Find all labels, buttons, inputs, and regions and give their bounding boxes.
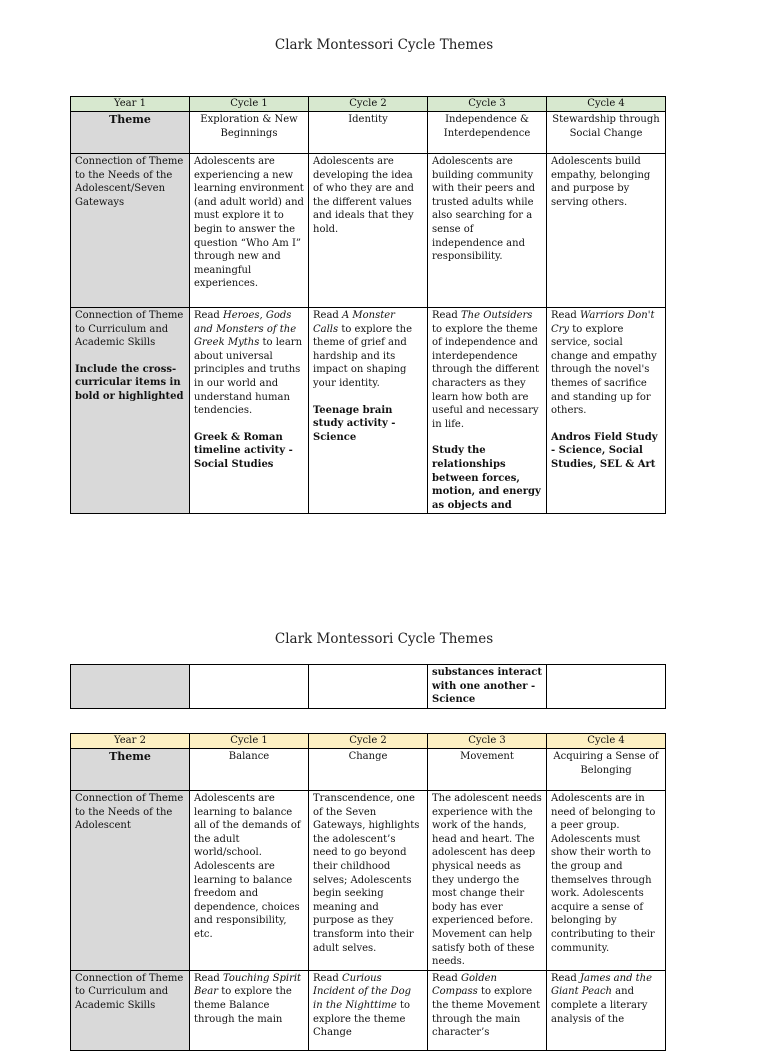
read-text-rest: to explore service, social change and empathy through the novel's themes of sacrifice and standing up for others. — [551, 323, 657, 417]
read-text: Read — [313, 972, 342, 984]
read-text: Read — [432, 310, 461, 321]
year1-themes-table — [70, 96, 666, 514]
page-title-2: Clark Montessori Cycle Themes — [274, 631, 494, 647]
year-header: Year 1 — [71, 97, 190, 112]
cross-curricular-item: Study the relationships between forces, motion, and energy as objects and — [432, 445, 541, 511]
curriculum-row-2 — [71, 970, 666, 1050]
continuation-table — [70, 664, 666, 709]
read-text-rest: to explore the theme Movement through the main character’s — [432, 986, 541, 1039]
cycle-4-header: Cycle 4 — [547, 734, 666, 749]
cycle-2-header: Cycle 2 — [309, 734, 428, 749]
cycle-2-header: Cycle 2 — [309, 97, 428, 112]
continuation-cycle-1 — [190, 665, 309, 709]
cross-curricular-item: Teenage brain study activity - Science — [313, 404, 396, 443]
read-text: Read — [551, 972, 580, 984]
needs-cycle-3: The adolescent needs experience with the work of the hands, head and heart. The adolescent has deep physical needs as they undergo the most change their body has ever experienced before. Movement can help satisfy both of these needs. — [428, 791, 547, 971]
needs-cycle-1: Adolescents are learning to balance all of the demands of the adult world/school. Adolescents are learning to balance freedom and dependence, choices and responsibility, etc. — [190, 791, 309, 971]
cross-curricular-item: Greek & Roman timeline activity - Social Studies — [194, 431, 293, 470]
needs-cycle-2: Transcendence, one of the Seven Gateways, highlights the adolescent’s need to go beyond their childhood selves; Adolescents begin seeking meaning and purpose as they transform into their adult selves. — [309, 791, 428, 971]
read-text-rest: and complete a literary analysis of the — [551, 986, 648, 1025]
needs-row — [71, 154, 666, 308]
book-title: Touching Spirit Bear — [194, 972, 302, 998]
continuation-label-cell — [71, 665, 190, 709]
curriculum-cycle-3 — [428, 970, 547, 1050]
cross-curricular-item: Andros Field Study - Science, Social Studies, SEL & Art — [551, 431, 658, 470]
read-text-rest: to explore the theme Change — [313, 999, 411, 1039]
needs-label: Connection of Theme to the Needs of the Adolescent — [71, 791, 190, 971]
needs-cycle-2: Adolescents are developing the idea of who they are and the different values and ideals that they hold. — [309, 154, 428, 308]
page-title: Clark Montessori Cycle Themes — [274, 37, 494, 53]
book-title: James and the Giant Peach — [551, 972, 653, 998]
read-text: Read — [194, 310, 223, 321]
continuation-cycle-3: substances interact with one another - Science — [428, 665, 547, 709]
needs-cycle-4: Adolescents build empathy, belonging and purpose by serving others. — [547, 154, 666, 308]
theme-row — [71, 112, 666, 154]
theme-cycle-4: Acquiring a Sense of Belonging — [547, 749, 666, 791]
needs-cycle-4: Adolescents are in need of belonging to a peer group. Adolescents must show their worth to the group and themselves through work. Adolescents acquire a sense of belonging by contributing to their community. — [547, 791, 666, 971]
curriculum-cycle-3 — [428, 308, 547, 514]
curriculum-cycle-2 — [309, 308, 428, 514]
theme-cycle-4: Stewardship through Social Change — [547, 112, 666, 154]
curriculum-label: Connection of Theme to Curriculum and Academic Skills — [75, 310, 184, 349]
curriculum-cycle-1 — [190, 970, 309, 1050]
theme-cycle-3: Independence & Interdependence — [428, 112, 547, 154]
read-text-rest: to explore the theme of independence and interdependence through the different characters as they learn how both are useful and necessary in life. — [432, 323, 540, 430]
theme-cycle-1: Balance — [190, 749, 309, 791]
theme-cycle-2: Change — [309, 749, 428, 791]
book-title: The Outsiders — [461, 310, 533, 321]
curriculum-cycle-1 — [190, 308, 309, 514]
book-title: A Monster Calls — [313, 310, 395, 335]
theme-label: Theme — [71, 112, 190, 154]
continuation-cycle-2 — [309, 665, 428, 709]
book-title: Heroes, Gods and Monsters of the Greek Myths — [194, 310, 297, 349]
book-title: Curious Incident of the Dog in the Nighttime — [313, 972, 412, 1011]
header-row — [71, 97, 666, 112]
curriculum-label-cell — [71, 308, 190, 514]
theme-label: Theme — [71, 749, 190, 791]
header-row-2 — [71, 734, 666, 749]
read-text: Read — [551, 310, 580, 321]
year-header: Year 2 — [71, 734, 190, 749]
theme-cycle-1: Exploration & New Beginnings — [190, 112, 309, 154]
curriculum-label: Connection of Theme to Curriculum and Academic Skills — [71, 970, 190, 1050]
book-title: Golden Compass — [432, 972, 497, 998]
cycle-4-header: Cycle 4 — [547, 97, 666, 112]
read-text: Read — [313, 310, 342, 321]
cross-curricular-note: Include the cross-curricular items in bold or highlighted — [75, 363, 184, 402]
cycle-1-header: Cycle 1 — [190, 734, 309, 749]
book-title: Warriors Don't Cry — [551, 310, 655, 335]
read-text-rest: to explore the theme Balance through the main — [194, 986, 292, 1025]
needs-cycle-1: Adolescents are experiencing a new learning environment (and adult world) and must explore it to begin to answer the question “Who Am I” through new and meaningful experiences. — [190, 154, 309, 308]
curriculum-row — [71, 308, 666, 514]
cycle-3-header: Cycle 3 — [428, 734, 547, 749]
read-text-rest: to explore the theme of grief and hardship and its impact on shaping your identity. — [313, 323, 412, 389]
needs-row-2 — [71, 791, 666, 971]
needs-cycle-3: Adolescents are building community with their peers and trusted adults while also searching for a sense of independence and responsibility. — [428, 154, 547, 308]
curriculum-cycle-2 — [309, 970, 428, 1050]
curriculum-cycle-4 — [547, 970, 666, 1050]
continuation-row — [71, 665, 666, 709]
continuation-cycle-4 — [547, 665, 666, 709]
curriculum-cycle-4 — [547, 308, 666, 514]
theme-cycle-2: Identity — [309, 112, 428, 154]
theme-cycle-3: Movement — [428, 749, 547, 791]
read-text-rest: to learn about universal principles and truths in our world and understand human tendencies. — [194, 337, 303, 417]
read-text: Read — [432, 972, 461, 984]
year2-themes-table — [70, 733, 666, 1051]
cycle-3-header: Cycle 3 — [428, 97, 547, 112]
theme-row-2 — [71, 749, 666, 791]
cycle-1-header: Cycle 1 — [190, 97, 309, 112]
read-text: Read — [194, 972, 223, 984]
needs-label: Connection of Theme to the Needs of the Adolescent/Seven Gateways — [71, 154, 190, 308]
